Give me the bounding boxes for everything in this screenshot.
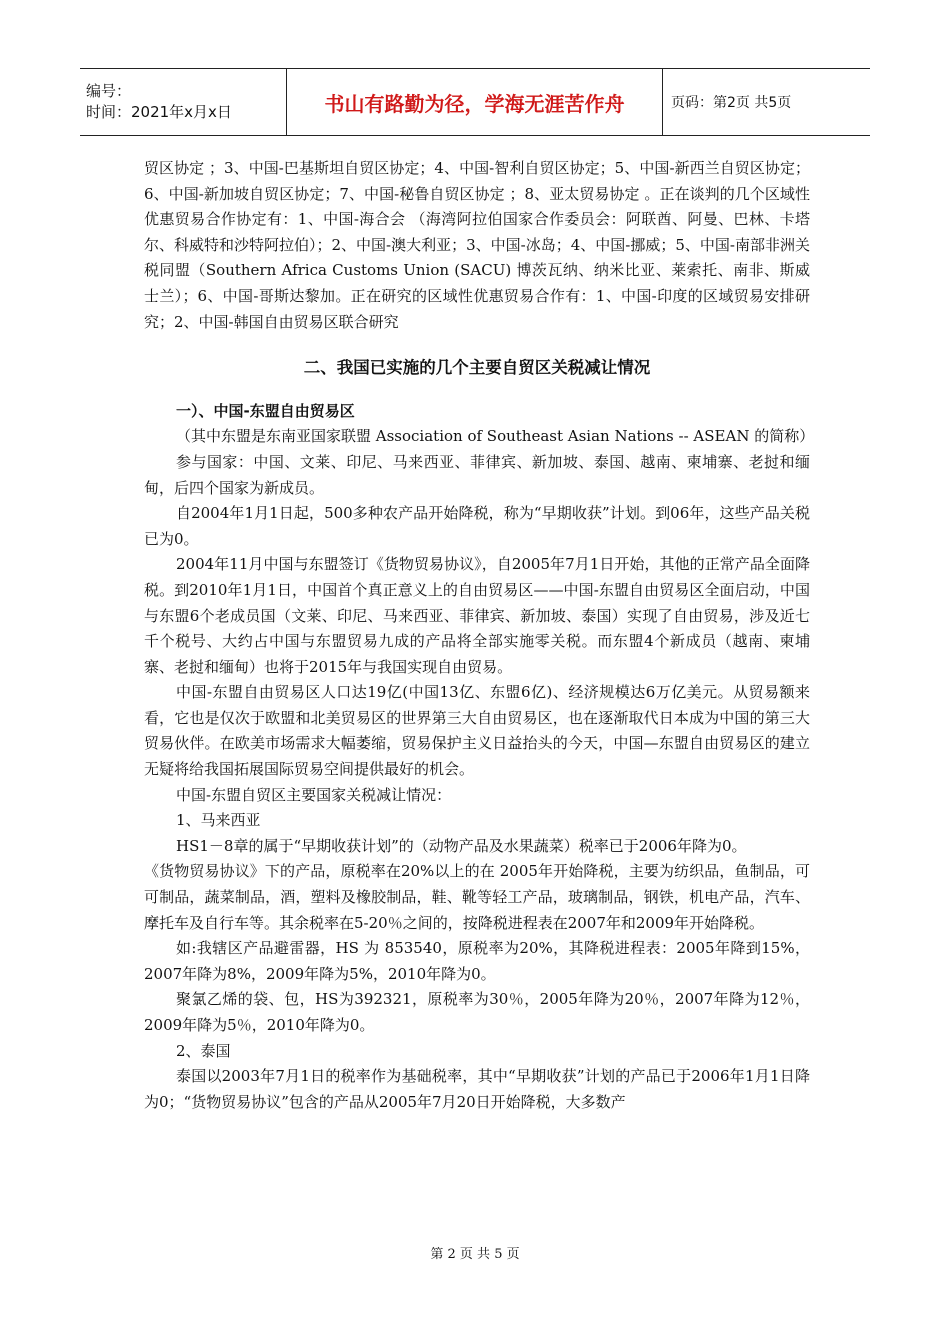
document-number-label: 编号： [86, 82, 132, 100]
section-title: 二、我国已实施的几个主要自贸区关税减让情况 [303, 358, 651, 378]
paragraph-early-harvest: 自2004年1月1日起，500多种农产品开始降税，称为“早期收获”计划。到06年，这些产品关税已为0。 [144, 504, 810, 548]
paragraph-goods-agreement: 2004年11月中国与东盟签订《货物贸易协议》，自2005年7月1日开始，其他的正常产品全面降税。到2010年1月1日，中国首个真正意义上的自由贸易区——中国-东盟自由贸易区全面启动，中国与东盟6个老成员国（文莱、印尼、马来西亚、菲律宾、新加坡、泰国）实现了自由贸易，涉及近七千个税号、大约占中国与东盟贸易九成的产品将全部实施零关税。而东盟4个新成员（越南、柬埔寨、老挝和缅甸）也将于2015年与我国实现自由贸易。 [144, 555, 810, 676]
paragraph-asean-note: （其中东盟是东南亚国家联盟 Association of Southeast Asian Nations -- ASEAN 的简称） [176, 427, 815, 446]
page-footer: 第 2 页 共 5 页 [430, 1247, 520, 1262]
heading-thailand: 2、泰国 [176, 1041, 231, 1060]
document-header [80, 68, 870, 136]
paragraph-participants: 参与国家：中国、文莱、印尼、马来西亚、菲律宾、新加坡、泰国、越南、柬埔寨、老挝和缅甸，后四个国家为新成员。 [144, 452, 810, 497]
paragraph-example-arrester: 如:我辖区产品避雷器，HS 为 853540，原税率为20%，其降税进程表：2005年降到15%，2007年降为8%，2009年降为5%，2010年降为0。 [144, 939, 810, 983]
document-date-label: 时间：2021年x月x日 [86, 103, 232, 121]
document-body [144, 156, 815, 1115]
paragraph-example-pvc: 聚氯乙烯的袋、包，HS为392321，原税率为30％，2005年降为20％，2007年降为12％，2009年降为5％，2010年降为0。 [144, 990, 810, 1034]
paragraph-fta-scale: 中国-东盟自由贸易区人口达19亿(中国13亿、东盟6亿)、经济规模达6万亿美元。从贸易额来看，它也是仅次于欧盟和北美贸易区的世界第三大自由贸易区，也在逐渐取代日本成为中国的第三大贸易伙伴。在欧美市场需求大幅萎缩，贸易保护主义日益抬头的今天，中国—东盟自由贸易区的建立无疑将给我国拓展国际贸易空间提供最好的机会。 [144, 683, 810, 779]
header-meta [80, 69, 287, 136]
subsection-title: 一）、中国-东盟自由贸易区 [176, 401, 355, 420]
header-page-info: 页码：第2页 共5页 [663, 69, 871, 136]
paragraph-tariff-intro: 中国-东盟自贸区主要国家关税减让情况： [176, 785, 452, 804]
paragraph-malaysia-hs: HS1－8章的属于“早期收获计划”的（动物产品及水果蔬菜）税率已于2006年降为0。 [176, 836, 747, 855]
heading-malaysia: 1、马来西亚 [176, 811, 261, 830]
paragraph-malaysia-goods: 《货物贸易协议》下的产品，原税率在20%以上的在 2005年开始降税，主要为纺织品，鱼制品，可可制品，蔬菜制品，酒，塑料及橡胶制品，鞋、靴等轻工产品，玻璃制品，钢铁，机电产品，汽车、摩托车及自行车等。其余税率在5-20％之间的，按降税进程表在2007年和2009年开始降税。 [144, 862, 810, 932]
paragraph-thailand: 泰国以2003年7月1日的税率作为基础税率，其中“早期收获”计划的产品已于2006年1月1日降为0；“货物贸易协议”包含的产品从2005年7月20日开始降税，大多数产 [144, 1067, 810, 1111]
paragraph-agreements: 贸区协定 ；3、中国-巴基斯坦自贸区协定；4、中国-智利自贸区协定；5、中国-新西兰自贸区协定；6、中国-新加坡自贸区协定；7、中国-秘鲁自贸区协定 ；8、亚太贸易协定 。正在谈判的几个区域性优惠贸易合作协定有：1、中国-海合会 （海湾阿拉伯国家合作委员会：阿联酋、阿曼、巴林、卡塔尔、科威特和沙特阿拉伯）；2、中国-澳大利亚；3、中国-冰岛；4、中国-挪威；5、中国-南部非洲关税同盟（Southern Africa Customs Union (SACU) 博茨瓦纳、纳米比亚、莱索托、南非、斯威士兰）；6、中国-哥斯达黎加。正在研究的区域性优惠贸易合作有：1、中国-印度的区域贸易安排研究；2、中国-韩国自由贸易区联合研究 [144, 159, 810, 331]
header-motto: 书山有路勤为径，学海无涯苦作舟 [287, 69, 663, 136]
